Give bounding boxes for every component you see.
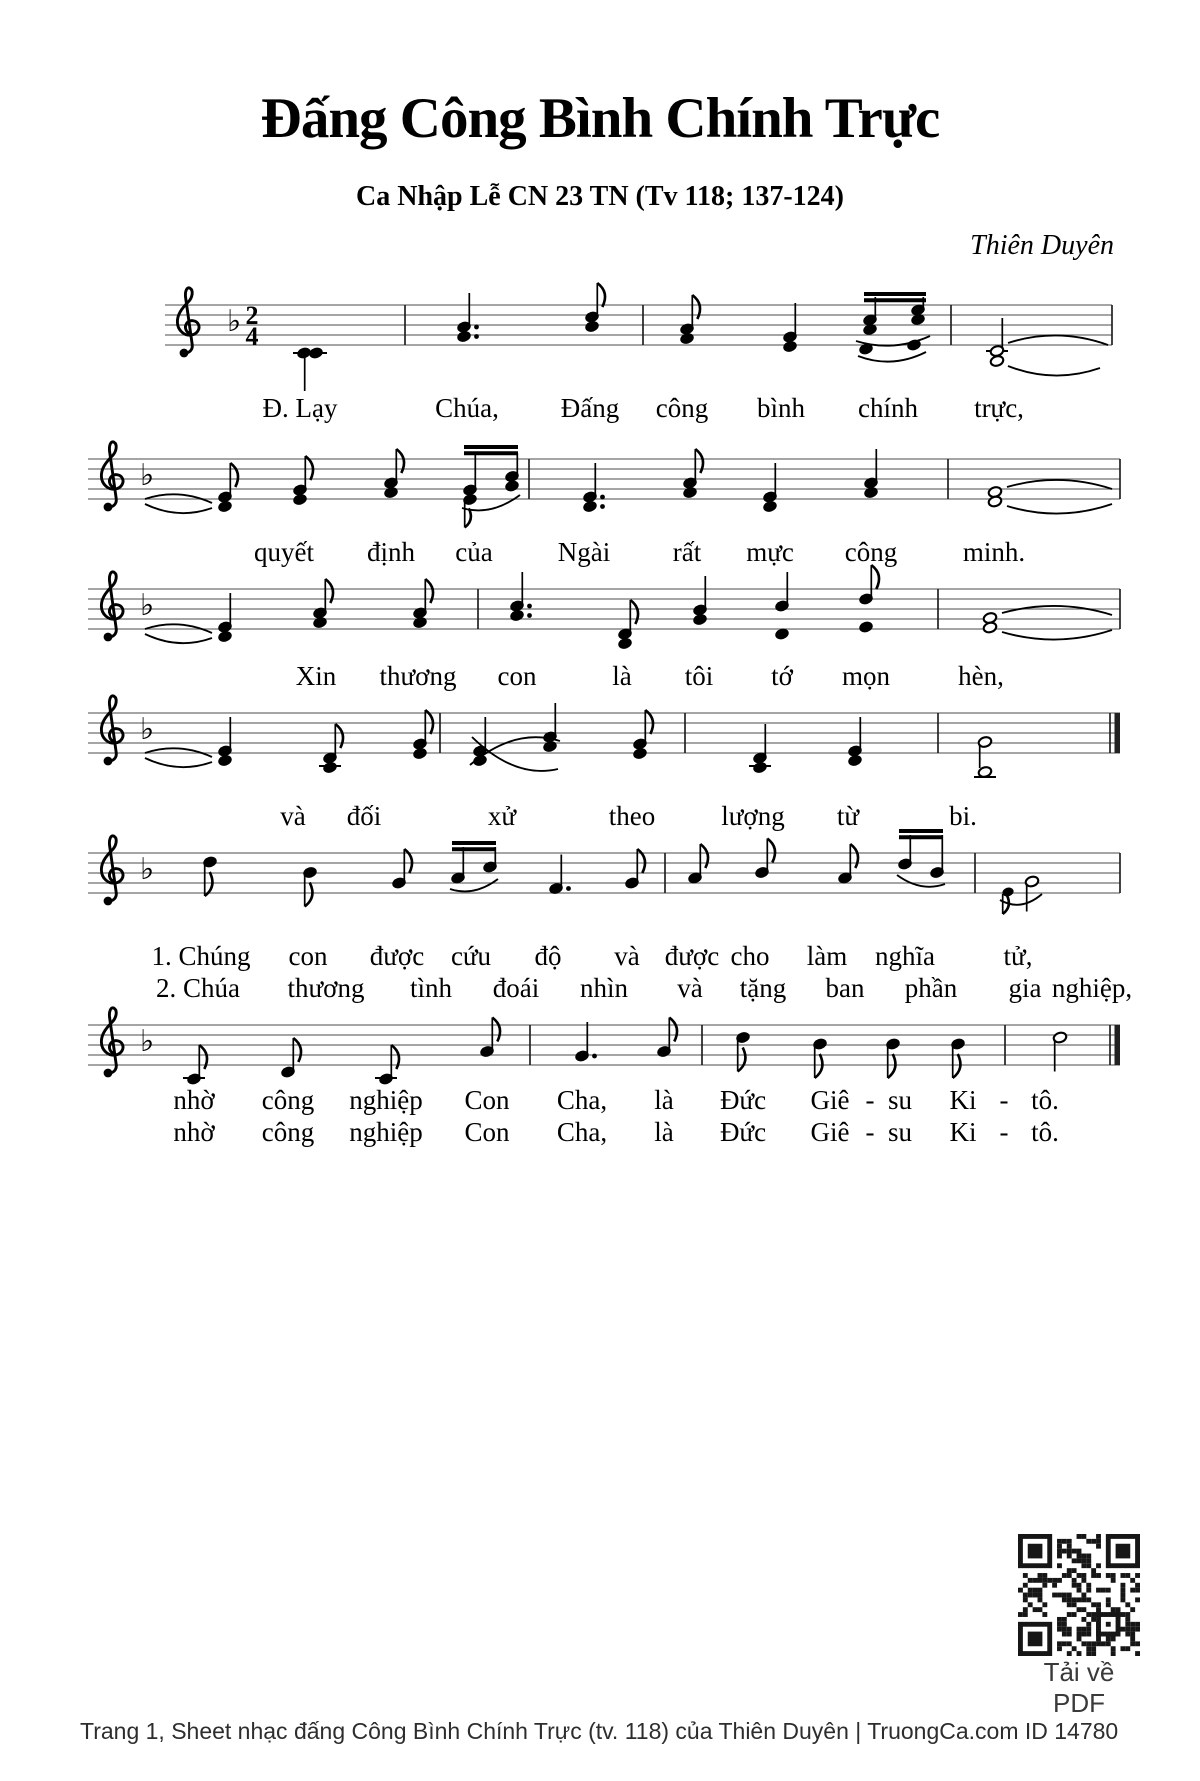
lyric-syllable: su (887, 1117, 913, 1147)
augmentation-dot (474, 325, 479, 330)
note-group (280, 1038, 301, 1078)
lyric-syllable: - (865, 1085, 875, 1115)
note-head (217, 754, 232, 767)
note-group (383, 449, 404, 499)
note-group (1002, 887, 1014, 914)
note-group (782, 303, 797, 353)
lyric-syllable: nghiệp, (1051, 973, 1133, 1003)
augmentation-dot (527, 604, 532, 609)
eighth-flag-icon (335, 724, 343, 748)
note-head (752, 761, 767, 774)
eighth-flag-icon (738, 1048, 746, 1072)
lyric-syllable: Cha, (556, 1085, 608, 1115)
eighth-flag-icon (700, 844, 708, 868)
lyric-syllable: thương (287, 973, 365, 1003)
lyric-syllable: tặng (739, 973, 787, 1003)
note-head (782, 340, 797, 353)
treble-clef-icon (101, 572, 123, 642)
note-group (929, 835, 944, 879)
lyric-syllable: tô. (1031, 1085, 1059, 1115)
lyric-syllable: 1. Chúng (151, 941, 251, 971)
half-note-head (989, 355, 1004, 368)
lyric-syllable: công (655, 393, 709, 423)
lyric-syllable: nghĩa (875, 941, 935, 971)
note-head (456, 330, 471, 343)
note-group (687, 844, 708, 884)
augmentation-dot (566, 886, 571, 891)
note-group (312, 579, 333, 629)
lyric-syllable: được (664, 941, 720, 971)
lyric-syllable: của (455, 537, 493, 567)
lyric-syllable: Giê (810, 1085, 850, 1115)
lyric-syllable: tôi (684, 661, 714, 691)
final-barline (1115, 713, 1121, 753)
note-group (293, 347, 327, 391)
lyric-syllable: và (280, 801, 306, 831)
slur-tie (1002, 630, 1112, 640)
eighth-flag-icon (871, 565, 879, 589)
note-head (542, 740, 557, 753)
note-group (862, 297, 877, 336)
note-head (582, 500, 597, 513)
note-group (812, 1038, 827, 1078)
note-head (692, 613, 707, 626)
lyric-syllable: Chúa, (435, 393, 499, 423)
lyric-syllable: là (612, 661, 632, 691)
lyric-syllable: bình (756, 393, 806, 423)
lyric-syllable: - (999, 1117, 1009, 1147)
note-group (548, 855, 570, 895)
lyric-syllable: thương (379, 661, 457, 691)
lyric-syllable: tớ (771, 661, 793, 691)
note-group (509, 572, 531, 622)
flat-icon: ♭ (227, 304, 242, 339)
note-group (774, 572, 789, 640)
note-head (217, 500, 232, 513)
note-group (987, 486, 1002, 508)
lyric-syllable: tử, (1003, 941, 1033, 971)
treble-clef-icon (101, 696, 123, 766)
note-group (974, 766, 996, 779)
augmentation-dot (592, 1054, 597, 1059)
lyric-syllable: nhờ (173, 1085, 215, 1115)
note-group (863, 449, 878, 499)
note-head (312, 616, 327, 629)
staff-system-5 (88, 831, 1120, 914)
note-group (217, 463, 238, 513)
note-head (617, 637, 632, 650)
note-group (319, 724, 343, 774)
note-group (217, 717, 232, 767)
lyric-syllable: là (654, 1117, 674, 1147)
note-group (472, 717, 487, 767)
treble-clef-icon (101, 442, 123, 512)
lyric-syllable: đoái (492, 973, 540, 1003)
note-group (762, 463, 777, 513)
eighth-flag-icon (597, 283, 605, 307)
lyric-syllable: hèn, (958, 661, 1004, 691)
flat-icon: ♭ (140, 458, 155, 493)
staff-system-1 (165, 283, 1112, 391)
lyric-syllable: từ (836, 801, 860, 831)
eighth-flag-icon (669, 1018, 677, 1042)
lyric-syllable: cho (730, 941, 770, 971)
note-group (847, 717, 862, 767)
note-group (542, 703, 557, 753)
lyric-syllable: - (865, 1117, 875, 1147)
lyric-syllable: ban (825, 973, 865, 1003)
eighth-flag-icon (953, 1054, 961, 1078)
lyric-syllable: công (261, 1117, 315, 1147)
note-group (692, 576, 707, 626)
treble-clef-icon (101, 1008, 123, 1078)
note-group (217, 593, 232, 643)
eighth-flag-icon (888, 1054, 896, 1078)
half-note-head (982, 621, 997, 634)
flat-icon: ♭ (140, 712, 155, 747)
lyric-syllable: su (887, 1085, 913, 1115)
eighth-flag-icon (492, 1018, 500, 1042)
augmentation-dot (600, 495, 605, 500)
lyric-syllable: công (844, 537, 898, 567)
lyric-syllable: Ki (949, 1085, 977, 1115)
lyric-syllable: và (677, 973, 703, 1003)
qr-download-block[interactable] (1014, 1534, 1144, 1719)
note-group (982, 612, 997, 634)
lyric-syllable: tình (409, 973, 453, 1003)
eighth-flag-icon (293, 1038, 301, 1062)
note-group (412, 579, 433, 629)
song-subtitle: Ca Nhập Lễ CN 23 TN (Tv 118; 137-124) (356, 181, 844, 212)
treble-clef-icon (101, 836, 123, 906)
eighth-flag-icon (815, 1054, 823, 1078)
lyric-syllable: định (366, 537, 416, 567)
lyric-syllable: bi. (949, 801, 977, 831)
lyric-syllable: - (999, 1085, 1009, 1115)
lyric-syllable: cứu (450, 941, 492, 971)
lyric-syllable: rất (672, 537, 702, 567)
qr-label: Tải về PDF (1043, 1657, 1115, 1718)
lyric-syllable: theo (608, 801, 656, 831)
note-head (584, 320, 599, 333)
note-head (383, 486, 398, 499)
note-group (456, 293, 478, 343)
note-head (322, 761, 337, 774)
song-title: Đấng Công Bình Chính Trực (260, 87, 940, 150)
slur-tie (1008, 335, 1108, 345)
note-group (202, 856, 217, 896)
lyric-syllable: Ki (949, 1117, 977, 1147)
lyric-syllable: nhờ (173, 1117, 215, 1147)
note-head (762, 500, 777, 513)
note-group (749, 724, 771, 774)
lyric-syllable: minh. (962, 537, 1026, 567)
lyric-syllable: Con (464, 1085, 510, 1115)
staff-system-3 (88, 565, 1120, 650)
staff-system-6 (88, 1008, 1120, 1085)
staff-system-2 (88, 442, 1120, 528)
staff-system-4 (88, 696, 1120, 778)
note-group (885, 1038, 900, 1078)
note-group (617, 600, 638, 650)
note-head (509, 609, 524, 622)
note-head (632, 747, 647, 760)
lyric-syllable: Cha, (556, 1117, 608, 1147)
lyric-syllable: phần (904, 973, 958, 1003)
slur-tie (1007, 480, 1112, 489)
note-head (682, 486, 697, 499)
note-group (462, 453, 477, 528)
lyric-syllable: đối (346, 801, 382, 831)
eighth-flag-icon (465, 508, 471, 527)
augmentation-dot (600, 504, 605, 509)
lyric-syllable: Ngài (557, 537, 611, 567)
note-group (582, 463, 604, 513)
eighth-flag-icon (305, 883, 313, 907)
lyric-syllable: và (614, 941, 640, 971)
note-head (217, 630, 232, 643)
note-head (308, 347, 323, 360)
lyric-syllable: lượng (721, 801, 785, 831)
note-head (412, 747, 427, 760)
lyric-syllable: Con (464, 1117, 510, 1147)
flat-icon: ♭ (140, 588, 155, 623)
lyric-syllable: công (261, 1085, 315, 1115)
lyric-syllable: là (654, 1085, 674, 1115)
flat-icon: ♭ (140, 1024, 155, 1059)
lyric-syllable: mọn (841, 661, 891, 691)
lyric-syllable: làm (806, 941, 848, 971)
augmentation-dot (474, 334, 479, 339)
lyric-syllable: Giê (810, 1117, 850, 1147)
note-group (679, 295, 700, 345)
note-group (574, 1022, 596, 1062)
note-group (837, 844, 858, 884)
note-head (292, 493, 307, 506)
lyric-syllable: tô. (1031, 1117, 1059, 1147)
time-signature: 4 (245, 322, 259, 351)
qr-code[interactable] (1018, 1534, 1140, 1656)
note-group (977, 736, 992, 768)
note-group (302, 866, 317, 906)
lyric-syllable: 2. Chúa (156, 973, 240, 1003)
lyric-syllable: được (369, 941, 425, 971)
note-head (412, 616, 427, 629)
lyric-syllable: Đ. Lạy (262, 393, 338, 423)
flat-icon: ♭ (140, 852, 155, 887)
eighth-flag-icon (630, 600, 638, 624)
eighth-flag-icon (230, 463, 238, 487)
slur-tie (145, 634, 212, 643)
slur-tie (1007, 504, 1112, 514)
slur-tie (1008, 366, 1100, 376)
page-footer: Trang 1, Sheet nhạc đấng Công Bình Chính Trực (tv. 118) của Thiên Duyên | TruongCa.com ID 14780 (80, 1718, 1119, 1744)
lyric-syllable: con (288, 941, 328, 971)
lyric-syllable: con (497, 661, 537, 691)
note-head (679, 332, 694, 345)
note-head (847, 754, 862, 767)
final-barline (1115, 1025, 1121, 1065)
slur-tie (145, 758, 212, 767)
note-group (656, 1018, 677, 1058)
lyric-syllable: Đức (719, 1117, 767, 1147)
slur-tie (145, 504, 212, 513)
note-head (504, 480, 519, 493)
half-note-head (987, 495, 1002, 508)
lyric-syllable: độ (534, 941, 562, 971)
lyric-syllable: Đấng (560, 393, 620, 423)
lyric-syllable: xử (487, 801, 517, 831)
note-group (479, 1018, 500, 1058)
eighth-flag-icon (767, 839, 775, 863)
lyric-syllable: Xin (295, 661, 337, 691)
eighth-flag-icon (850, 844, 858, 868)
lyric-syllable: Đức (719, 1085, 767, 1115)
note-group (950, 1038, 965, 1078)
lyric-syllable: chính (858, 393, 918, 423)
note-group (682, 449, 703, 499)
lyric-syllable: quyết (254, 537, 314, 567)
lyric-syllable: nghiệp (349, 1117, 423, 1147)
lyric-syllable: gia (1008, 973, 1042, 1003)
augmentation-dot (527, 613, 532, 618)
time-signature: 2 (245, 301, 259, 330)
composer-credit: Thiên Duyên (970, 230, 1114, 261)
lyric-syllable: trực, (974, 393, 1024, 423)
treble-clef-icon (177, 288, 199, 358)
slur-tie (1002, 606, 1112, 615)
lyric-syllable: nhìn (579, 973, 629, 1003)
lyric-syllable: nghiệp (349, 1085, 423, 1115)
note-head (858, 621, 873, 634)
note-head (863, 486, 878, 499)
lyric-syllable: mực (746, 537, 794, 567)
